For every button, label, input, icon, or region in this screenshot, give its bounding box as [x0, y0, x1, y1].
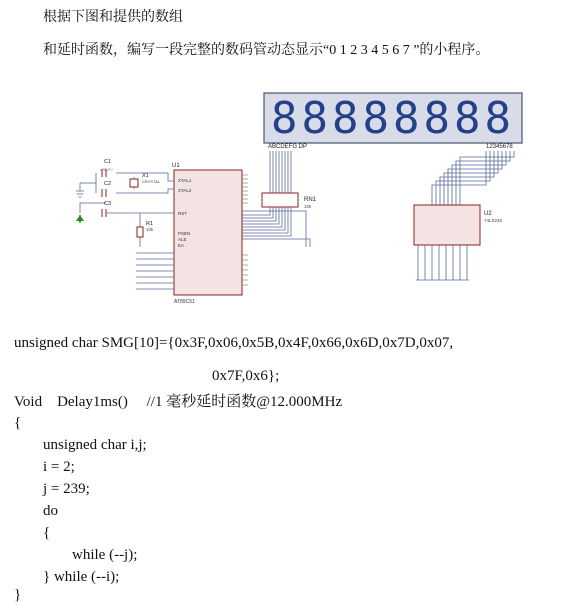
text-tag: <TEXT> — [100, 168, 114, 172]
circuit-schematic — [66, 75, 526, 305]
u1-psen: PSEN — [178, 231, 191, 236]
code-line-12: } — [14, 587, 22, 603]
code-line-8: do — [43, 503, 58, 519]
u2-part: 74LS245 — [484, 218, 503, 223]
c3-ref: C3 — [104, 201, 112, 207]
rn1-part: 10k — [304, 204, 312, 209]
question-line-2: 和延时函数，编写一段完整的数码管动态显示“0 1 2 3 4 5 6 7 ”的小程序。 — [43, 43, 490, 58]
u1-part: AT89C51 — [174, 299, 195, 305]
code-line-1: unsigned char SMG[10]={0x3F,0x06,0x5B,0x4F,0x66,0x6D,0x7D,0x07, — [14, 335, 454, 351]
segment-bus — [270, 151, 291, 193]
u1-ale: ALE — [178, 237, 187, 242]
u1-ea: EA — [178, 243, 185, 248]
segment-pin-label: ABCDEFG DP — [268, 144, 308, 150]
u1-ref: U1 — [172, 163, 180, 169]
code-line-5: unsigned char i,j; — [43, 437, 147, 453]
c2-ref: C2 — [104, 181, 112, 187]
code-line-2: 0x7F,0x6}; — [212, 368, 280, 384]
display-digits: 88888888 — [271, 93, 515, 144]
rn1-ref: RN1 — [304, 197, 317, 203]
digit-pin-label: 12345678 — [486, 144, 513, 150]
r1-val: 10k — [146, 227, 154, 232]
code-line-10: while (--j); — [72, 547, 138, 563]
digit-bus — [432, 151, 514, 205]
code-line-9: { — [43, 525, 51, 541]
function-comment: //1 毫秒延时函数@12.000MHz — [146, 394, 343, 410]
question-line-1: 根据下图和提供的数组 — [43, 10, 183, 25]
code-line-3 — [14, 393, 342, 411]
code-line-7: j = 239; — [43, 481, 90, 497]
c1-ref: C1 — [104, 159, 112, 165]
u1-xtal1: XTAL1 — [178, 178, 192, 183]
u2-ref: U2 — [484, 211, 492, 217]
u1-xtal2: XTAL2 — [178, 188, 192, 193]
code-line-6: i = 2; — [43, 459, 75, 475]
seven-segment-display — [264, 93, 522, 144]
x1-ref: X1 — [142, 173, 149, 179]
x1-part: CRYSTAL — [142, 179, 161, 184]
u1-rst: RST — [178, 211, 187, 216]
function-signature: Void Delay1ms() — [14, 394, 128, 410]
r1-ref: R1 — [146, 221, 154, 227]
code-line-11: } while (--i); — [43, 569, 120, 585]
code-line-4: { — [14, 415, 22, 431]
